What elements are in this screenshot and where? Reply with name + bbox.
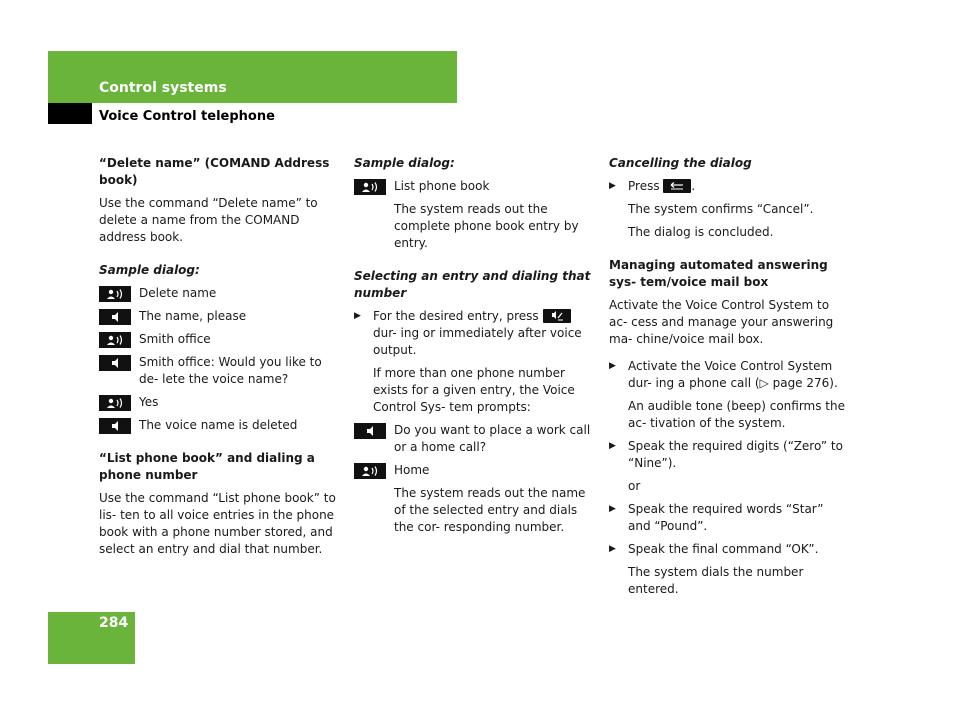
heading-cancelling: Cancelling the dialog	[609, 156, 752, 170]
bullet-text: dur- ing or immediately after voice output.	[373, 326, 582, 357]
triangle-bullet-icon: ▶	[609, 361, 616, 371]
note: The dialog is concluded.	[628, 225, 774, 239]
bullet-text: Speak the required words “Star” and “Pound”.	[628, 502, 824, 533]
loudspeaker-icon	[99, 418, 131, 434]
paragraph-delete-name: Use the command “Delete name” to delete a name from the COMAND address book.	[99, 196, 318, 244]
bullet-item	[609, 358, 849, 392]
triangle-bullet-icon: ▶	[609, 544, 616, 554]
section-title: Control systems	[99, 80, 227, 96]
dialog-line	[354, 178, 596, 195]
bullet-item	[609, 438, 849, 472]
speaking-person-icon	[99, 395, 131, 411]
sample-dialog-label: Sample dialog:	[99, 263, 200, 277]
note-or: or	[628, 479, 641, 493]
note: If more than one phone number exists for a given entry, the Voice Control Sys- tem prompts:	[373, 366, 575, 414]
note: The system reads out the complete phone book entry by entry.	[394, 202, 579, 250]
dialog-line	[354, 462, 596, 479]
paragraph-answering-system: Activate the Voice Control System to ac- cess and manage your answering ma- chine/voice mail box.	[609, 298, 834, 346]
dialog-line	[99, 394, 339, 411]
note: An audible tone (beep) confirms the ac- tivation of the system.	[628, 399, 845, 430]
bullet-item	[609, 178, 849, 195]
dialog-text: List phone book	[394, 179, 490, 193]
triangle-bullet-icon: ▶	[609, 181, 616, 191]
page-number: 284	[99, 615, 129, 631]
dialog-line	[354, 422, 596, 456]
speaking-person-icon	[354, 463, 386, 479]
dialog-text: Delete name	[139, 286, 217, 300]
dialog-text: Home	[394, 463, 430, 477]
note: The system confirms “Cancel”.	[628, 202, 814, 216]
dialog-text: The voice name is deleted	[139, 418, 298, 432]
heading-answering-system: Managing automated answering sys- tem/voice mail box	[609, 258, 828, 289]
dialog-text: Smith office	[139, 332, 211, 346]
paragraph-list-phone-book: Use the command “List phone book” to lis- ten to all voice entries in the phone book with a phone number stored, and select an entry and dial that number.	[99, 491, 336, 556]
dialog-text: Do you want to place a work call or a home call?	[394, 423, 591, 454]
speaking-person-icon	[99, 286, 131, 302]
column-1	[99, 155, 339, 564]
bullet-text: Activate the Voice Control System dur- ing a phone call (▷ page 276).	[628, 359, 838, 390]
bullet-text: Speak the required digits (“Zero” to “Nine”).	[628, 439, 843, 470]
dialog-line	[99, 285, 339, 302]
bullet-item	[609, 501, 849, 535]
heading-list-phone-book: “List phone book” and dialing a phone number	[99, 451, 315, 482]
note: The system reads out the name of the selected entry and dials the cor- responding number.	[394, 486, 586, 534]
sample-dialog-label: Sample dialog:	[354, 156, 455, 170]
subsection-title: Voice Control telephone	[99, 109, 275, 124]
column-2	[354, 155, 596, 542]
triangle-bullet-icon: ▶	[609, 504, 616, 514]
dialog-line	[99, 354, 339, 388]
bullet-text: For the desired entry, press	[373, 309, 539, 323]
speaking-person-icon	[354, 179, 386, 195]
speaking-person-icon	[99, 332, 131, 348]
bullet-text: Speak the final command “OK”.	[628, 542, 819, 556]
dialog-text: Smith office: Would you like to de- lete the voice name?	[139, 355, 322, 386]
back-key-icon	[663, 179, 691, 193]
triangle-bullet-icon: ▶	[609, 441, 616, 451]
heading-delete-name: “Delete name” (COMAND Address book)	[99, 156, 330, 187]
dialog-text: The name, please	[139, 309, 247, 323]
heading-selecting-entry: Selecting an entry and dialing that number	[354, 269, 591, 300]
bullet-item	[354, 308, 596, 359]
bullet-text: Press	[628, 179, 660, 193]
dialog-text: Yes	[139, 395, 159, 409]
dialog-line	[99, 417, 339, 434]
bullet-text: .	[691, 179, 696, 193]
column-3	[609, 155, 849, 604]
note: The system dials the number entered.	[628, 565, 804, 596]
dialog-line	[99, 308, 339, 325]
triangle-bullet-icon: ▶	[354, 311, 361, 321]
dialog-line	[99, 331, 339, 348]
loudspeaker-icon	[354, 423, 386, 439]
bullet-item	[609, 541, 849, 558]
voice-control-key-icon	[543, 309, 571, 323]
loudspeaker-icon	[99, 355, 131, 371]
header-marker	[48, 103, 92, 124]
loudspeaker-icon	[99, 309, 131, 325]
